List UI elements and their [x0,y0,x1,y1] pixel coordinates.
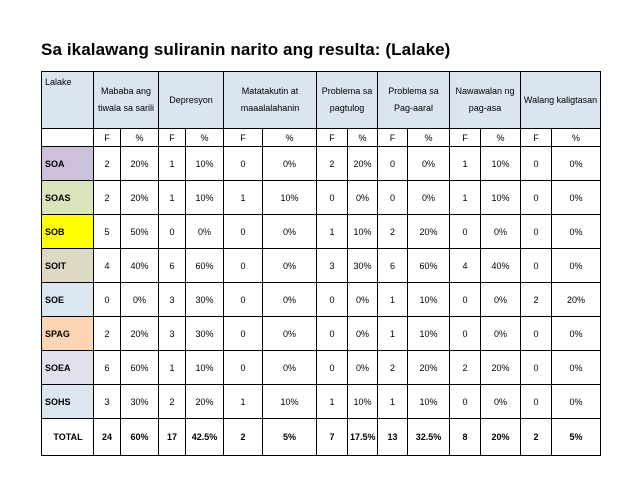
count-cell: 0 [224,215,263,249]
percent-cell: 10% [186,147,224,181]
count-cell: 1 [224,181,263,215]
row-label: SOA [42,147,94,181]
count-cell: 1 [450,147,481,181]
count-cell: 1 [224,385,263,419]
row-label: SOIT [42,249,94,283]
percent-cell: 0% [552,147,601,181]
subheader-f: F [317,129,348,147]
table-row [42,249,601,283]
row-label: SPAG [42,317,94,351]
total-count-cell: 17 [159,419,186,456]
count-cell: 0 [317,283,348,317]
subheader-f: F [521,129,552,147]
total-percent-cell: 17.5% [348,419,378,456]
percent-cell: 0% [263,317,317,351]
subheader-percent: % [186,129,224,147]
count-cell: 0 [317,181,348,215]
percent-cell: 0% [408,181,450,215]
table-row [42,215,601,249]
count-cell: 1 [317,215,348,249]
percent-cell: 10% [263,385,317,419]
count-cell: 0 [521,317,552,351]
percent-cell: 10% [186,351,224,385]
total-count-cell: 7 [317,419,348,456]
count-cell: 6 [378,249,408,283]
group-header: Problema sa pagtulog [317,72,378,129]
count-cell: 0 [521,351,552,385]
count-cell: 2 [94,317,121,351]
page-title: Sa ikalawang suliranin narito ang resulta: (Lalake) [41,40,451,59]
subheader-f: F [94,129,121,147]
percent-cell: 0% [263,351,317,385]
count-cell: 1 [159,351,186,385]
count-cell: 0 [378,181,408,215]
subheader-f: F [159,129,186,147]
count-cell: 0 [521,249,552,283]
percent-cell: 0% [481,385,521,419]
subheader-percent: % [348,129,378,147]
percent-cell: 30% [348,249,378,283]
subheader-percent: % [121,129,159,147]
count-cell: 1 [378,283,408,317]
count-cell: 2 [94,181,121,215]
count-cell: 0 [450,317,481,351]
subheader-percent: % [408,129,450,147]
row-label: SOB [42,215,94,249]
table-row [42,181,601,215]
count-cell: 1 [159,147,186,181]
count-cell: 5 [94,215,121,249]
percent-cell: 40% [481,249,521,283]
percent-cell: 0% [408,147,450,181]
percent-cell: 60% [121,351,159,385]
percent-cell: 60% [408,249,450,283]
group-header: Walang kaligtasan [521,72,601,129]
total-count-cell: 24 [94,419,121,456]
percent-cell: 0% [348,351,378,385]
percent-cell: 30% [186,317,224,351]
count-cell: 0 [224,147,263,181]
total-count-cell: 2 [224,419,263,456]
percent-cell: 20% [121,317,159,351]
total-count-cell: 2 [521,419,552,456]
count-cell: 1 [378,385,408,419]
count-cell: 2 [378,351,408,385]
row-label: SOAS [42,181,94,215]
percent-cell: 0% [552,317,601,351]
count-cell: 3 [159,317,186,351]
percent-cell: 10% [348,215,378,249]
row-label: SOE [42,283,94,317]
group-header: Depresyon [159,72,224,129]
count-cell: 0 [450,283,481,317]
count-cell: 3 [317,249,348,283]
percent-cell: 0% [263,249,317,283]
count-cell: 0 [224,317,263,351]
subheader-f: F [224,129,263,147]
total-percent-cell: 32.5% [408,419,450,456]
count-cell: 0 [224,351,263,385]
count-cell: 1 [159,181,186,215]
percent-cell: 0% [481,215,521,249]
table-row [42,351,601,385]
percent-cell: 10% [408,317,450,351]
total-percent-cell: 5% [263,419,317,456]
percent-cell: 20% [481,351,521,385]
table-row [42,283,601,317]
group-header: Matatakutin at maaalalahanin [224,72,317,129]
table-row [42,385,601,419]
percent-cell: 0% [552,249,601,283]
percent-cell: 40% [121,249,159,283]
percent-cell: 20% [121,147,159,181]
percent-cell: 60% [186,249,224,283]
count-cell: 2 [159,385,186,419]
percent-cell: 0% [263,283,317,317]
percent-cell: 10% [186,181,224,215]
percent-cell: 10% [481,181,521,215]
table-row [42,147,601,181]
total-count-cell: 13 [378,419,408,456]
count-cell: 0 [159,215,186,249]
percent-cell: 0% [481,317,521,351]
count-cell: 0 [521,215,552,249]
count-cell: 0 [521,181,552,215]
count-cell: 0 [521,147,552,181]
subheader-percent: % [481,129,521,147]
subheader-blank [42,129,94,147]
percent-cell: 0% [552,181,601,215]
count-cell: 2 [378,215,408,249]
percent-cell: 0% [121,283,159,317]
percent-cell: 20% [186,385,224,419]
count-cell: 0 [317,317,348,351]
total-percent-cell: 42.5% [186,419,224,456]
count-cell: 0 [378,147,408,181]
total-percent-cell: 20% [481,419,521,456]
percent-cell: 0% [348,317,378,351]
count-cell: 0 [224,249,263,283]
row-label: SOEA [42,351,94,385]
count-cell: 6 [159,249,186,283]
count-cell: 3 [159,283,186,317]
percent-cell: 0% [552,351,601,385]
percent-cell: 0% [263,147,317,181]
count-cell: 2 [94,147,121,181]
count-cell: 0 [224,283,263,317]
group-header: Mababa ang tiwala sa sarili [94,72,159,129]
subheader-f: F [378,129,408,147]
count-cell: 1 [450,181,481,215]
count-cell: 0 [317,351,348,385]
subheader-row [42,129,601,147]
percent-cell: 0% [552,385,601,419]
percent-cell: 30% [186,283,224,317]
percent-cell: 0% [263,215,317,249]
percent-cell: 20% [552,283,601,317]
group-header: Nawawalan ng pag-asa [450,72,521,129]
percent-cell: 0% [481,283,521,317]
total-count-cell: 8 [450,419,481,456]
percent-cell: 50% [121,215,159,249]
percent-cell: 20% [348,147,378,181]
row-label: SOHS [42,385,94,419]
percent-cell: 0% [348,283,378,317]
total-percent-cell: 60% [121,419,159,456]
subheader-percent: % [552,129,601,147]
percent-cell: 10% [263,181,317,215]
group-header: Problema sa Pag-aaral [378,72,450,129]
total-row [42,419,601,456]
percent-cell: 10% [348,385,378,419]
count-cell: 4 [450,249,481,283]
table-row [42,317,601,351]
total-percent-cell: 5% [552,419,601,456]
percent-cell: 0% [348,181,378,215]
subheader-percent: % [263,129,317,147]
total-label: TOTAL [42,419,94,456]
count-cell: 0 [450,215,481,249]
percent-cell: 10% [408,283,450,317]
percent-cell: 20% [408,351,450,385]
percent-cell: 10% [481,147,521,181]
count-cell: 4 [94,249,121,283]
count-cell: 1 [378,317,408,351]
count-cell: 1 [317,385,348,419]
percent-cell: 10% [408,385,450,419]
count-cell: 0 [521,385,552,419]
count-cell: 6 [94,351,121,385]
header-row [42,72,601,129]
percent-cell: 20% [121,181,159,215]
count-cell: 0 [94,283,121,317]
count-cell: 0 [450,385,481,419]
results-table [41,71,601,456]
count-cell: 2 [450,351,481,385]
percent-cell: 20% [408,215,450,249]
count-cell: 3 [94,385,121,419]
count-cell: 2 [521,283,552,317]
corner-header: Lalake [42,72,94,129]
percent-cell: 0% [186,215,224,249]
subheader-f: F [450,129,481,147]
percent-cell: 0% [552,215,601,249]
percent-cell: 30% [121,385,159,419]
count-cell: 2 [317,147,348,181]
